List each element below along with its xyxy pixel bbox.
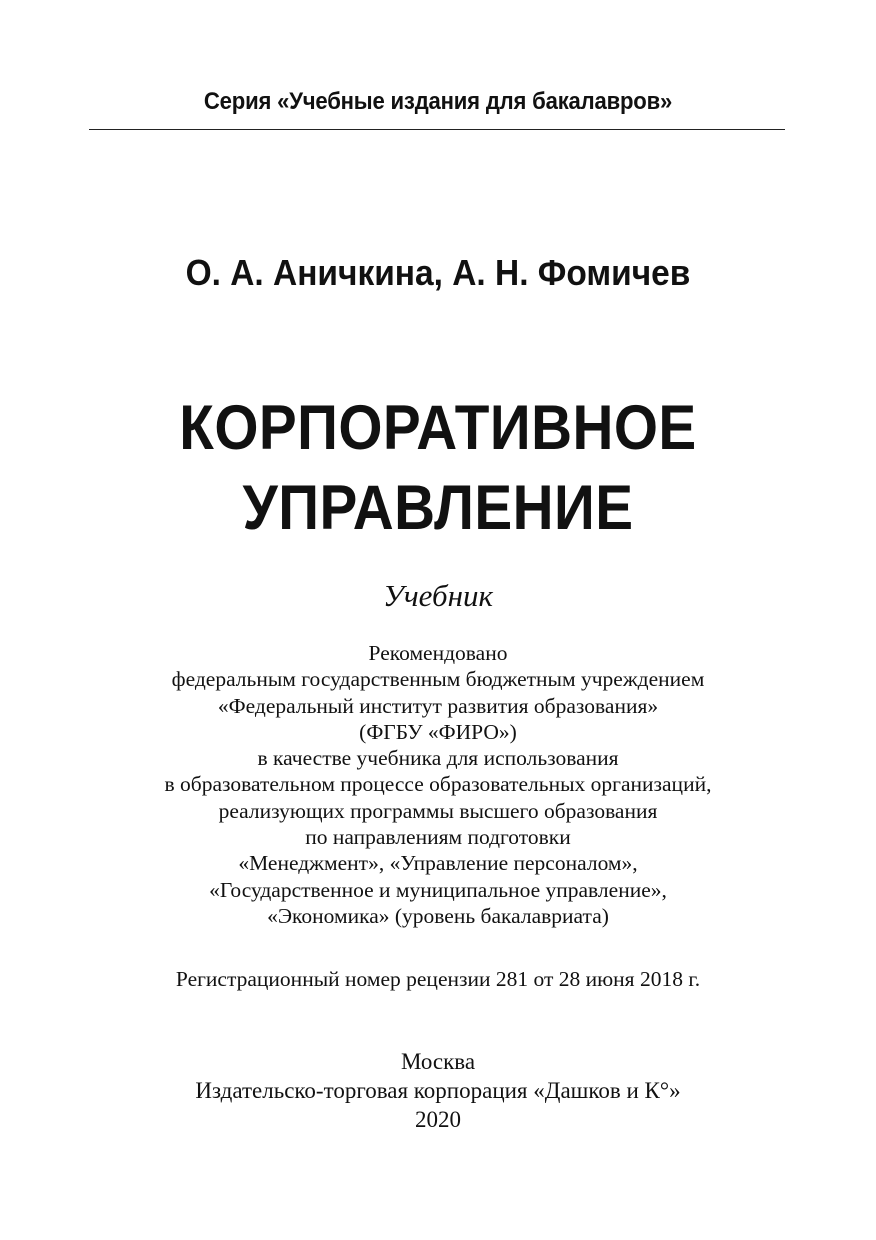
recommendation-line: реализующих программы высшего образования — [218, 798, 658, 823]
book-type: Учебник — [383, 578, 493, 613]
recommendation-line: федеральным государственным бюджетным учреждением — [171, 667, 705, 692]
recommendation-line: по направлениям подготовки — [305, 825, 571, 850]
series-title: Серия «Учебные издания для бакалавров» — [203, 88, 673, 115]
book-title-line-2: УПРАВЛЕНИЕ — [242, 473, 634, 543]
imprint-year: 2020 — [415, 1107, 461, 1132]
header-divider — [89, 129, 785, 130]
recommendation-line: «Государственное и муниципальное управление», — [209, 877, 667, 902]
recommendation-line: в образовательном процессе образовательных организаций, — [164, 772, 712, 797]
recommendation-line: в качестве учебника для использования — [257, 746, 619, 771]
book-title-line-1: КОРПОРАТИВНОЕ — [179, 393, 697, 463]
recommendation-line: «Федеральный институт развития образования» — [217, 693, 659, 718]
recommendation-block — [0, 640, 876, 929]
recommendation-line: «Экономика» (уровень бакалавриата) — [267, 903, 609, 928]
book-title — [44, 388, 832, 548]
recommendation-line: «Менеджмент», «Управление персоналом», — [238, 851, 638, 876]
recommendation-line: (ФГБУ «ФИРО») — [359, 719, 517, 744]
imprint-block — [0, 1047, 876, 1134]
book-authors: О. А. Аничкина, А. Н. Фомичев — [185, 252, 691, 293]
imprint-publisher: Издательско-торговая корпорация «Дашков и К°» — [195, 1078, 681, 1103]
review-registration: Регистрационный номер рецензии 281 от 28 июня 2018 г. — [175, 967, 701, 991]
recommendation-line: Рекомендовано — [368, 641, 508, 665]
imprint-city: Москва — [400, 1049, 476, 1074]
